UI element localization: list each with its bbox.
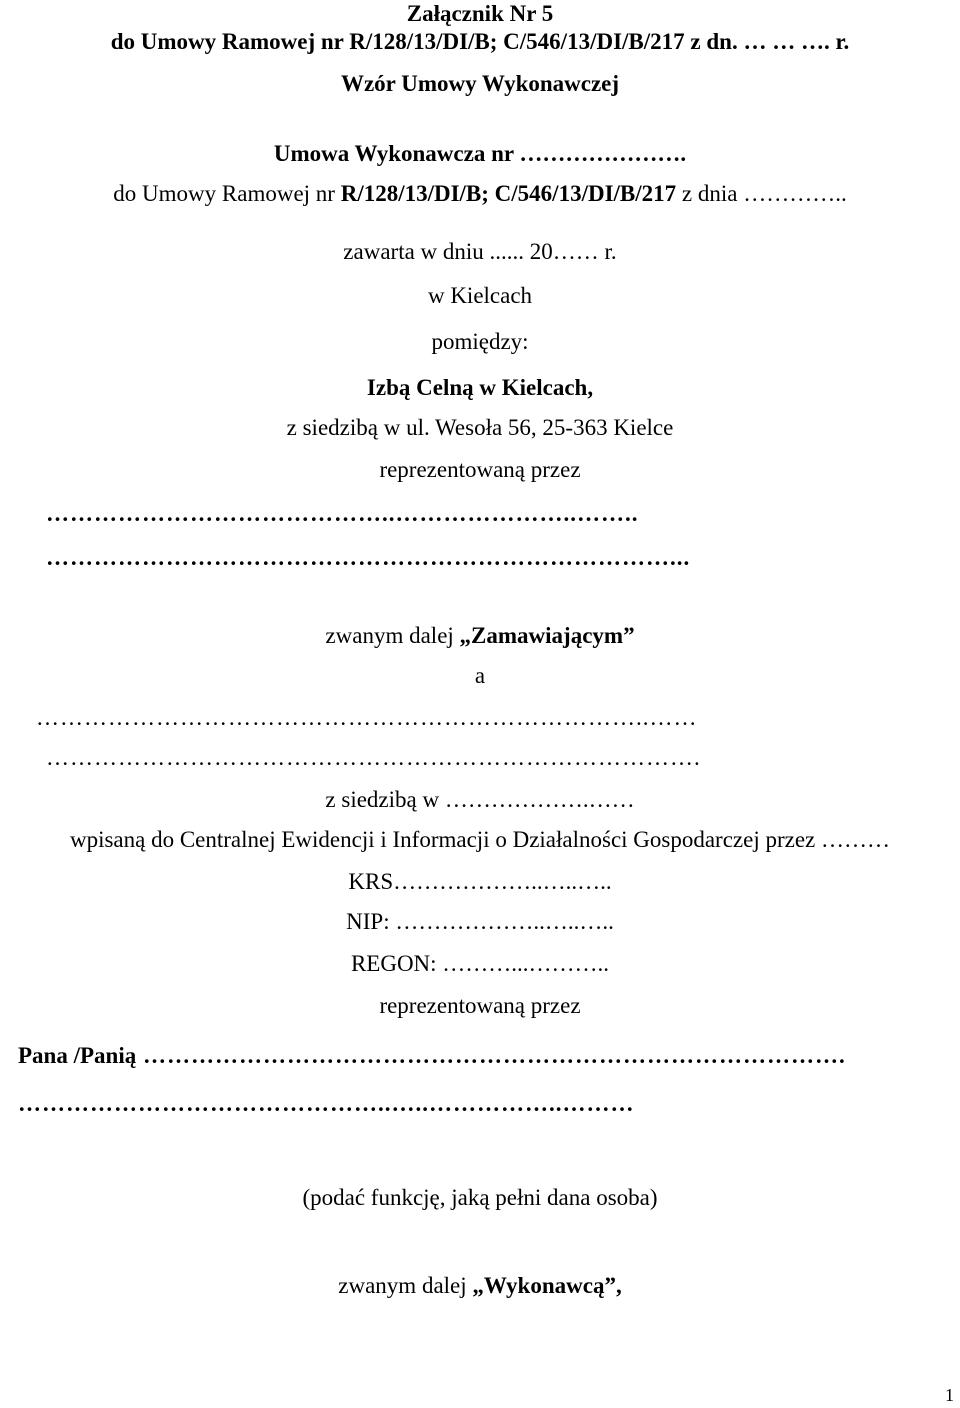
framework-date: z dnia ………….. (676, 181, 847, 206)
template-title: Wzór Umowy Wykonawczej (340, 71, 620, 96)
client-called (0, 622, 960, 650)
contract-number-dots: …………………. (519, 141, 687, 166)
client-rep-dots-1: ……………………………………..…………………..…….. (46, 501, 639, 526)
contractor-regon: REGON: ………...……….. (350, 951, 610, 976)
framework-reference: do Umowy Ramowej nr R/128/13/DI/B; C/546/13/DI/B/217 z dn. … … …. r. (110, 29, 850, 54)
contractor-called-prefix: zwanym dalej (338, 1273, 473, 1298)
contractor-name-dots-2: ………………………………………………………………………. (46, 745, 701, 770)
client-called-prefix: zwanym dalej (325, 623, 460, 648)
framework-number: R/128/13/DI/B; C/546/13/DI/B/217 (340, 181, 677, 206)
client-called-name: „Zamawiającym” (459, 623, 635, 648)
concluded-date: zawarta w dniu ...... 20…… r. (343, 239, 617, 264)
contractor-registry: wpisaną do Centralnej Ewidencji i Informacji o Działalności Gospodarczej przez ……… (69, 827, 891, 852)
client-address: z siedzibą w ul. Wesoła 56, 25-363 Kielce (286, 415, 674, 440)
contractor-krs: KRS………………..…..….. (348, 869, 612, 894)
contract-title (0, 140, 960, 168)
contractor-person (18, 1042, 953, 1070)
contractor-represented-by: reprezentowaną przez (379, 993, 581, 1018)
client-name: Izbą Celną w Kielcach, (366, 375, 594, 400)
contractor-name-dots-1: …………………………………………………………………..…… (36, 705, 698, 730)
contractor-called (0, 1272, 960, 1300)
client-represented-by: reprezentowaną przez (379, 457, 581, 482)
place: w Kielcach (427, 283, 533, 308)
person-dots-2: ………………………………………..…..……………..……… (18, 1091, 635, 1116)
between: pomiędzy: (431, 329, 529, 354)
person-dots: ……………………………………………………………………………. (136, 1043, 846, 1068)
contract-title-prefix: Umowa Wykonawcza nr (273, 141, 520, 166)
function-note: (podać funkcję, jaką pełni dana osoba) (302, 1185, 658, 1210)
person-label: Pana /Panią (18, 1043, 137, 1068)
contractor-seat: z siedzibą w ……………….…… (325, 787, 635, 812)
client-rep-dots-2: ……………………………………………………………………... (46, 545, 691, 570)
conjunction-and: a (474, 663, 486, 688)
contractor-nip: NIP: ………………..…..….. (346, 909, 614, 934)
contractor-called-name: „Wykonawcą”, (472, 1273, 622, 1298)
framework-line (0, 180, 960, 208)
page-number: 1 (945, 1385, 954, 1405)
attachment-number: Załącznik Nr 5 (406, 1, 554, 26)
framework-prefix: do Umowy Ramowej nr (113, 181, 341, 206)
